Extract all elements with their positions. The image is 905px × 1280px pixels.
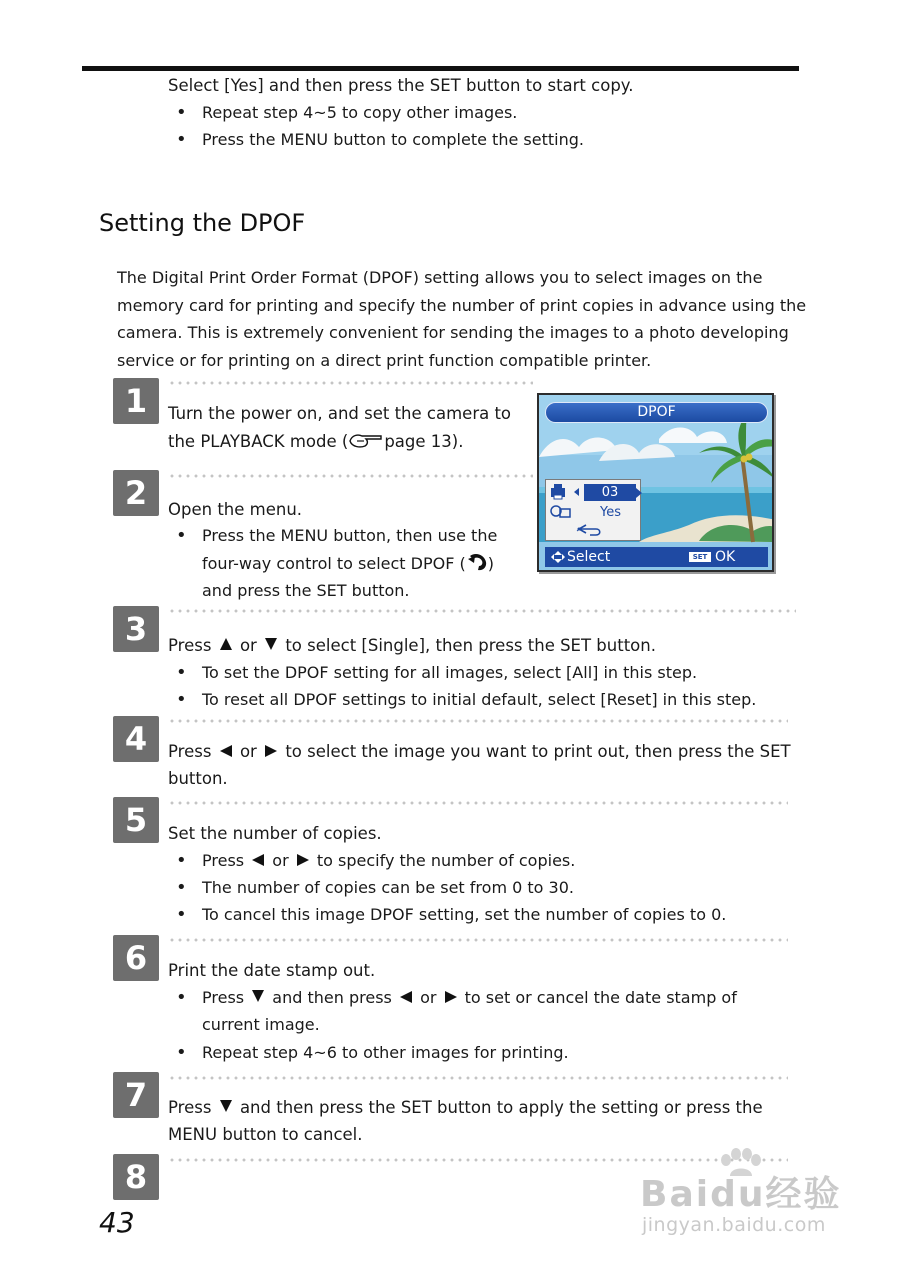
down-arrow-icon <box>265 638 277 650</box>
step-4-divider <box>168 719 788 723</box>
dpof-menu-icon <box>466 552 488 572</box>
step-2-bullet-1-line-3: and press the SET button. <box>202 581 410 600</box>
step-6-bullet-1 <box>202 984 737 1011</box>
step-6-rest: to set or cancel the date stamp of <box>464 988 737 1007</box>
up-arrow-icon <box>220 638 232 650</box>
left-arrow-icon <box>400 991 412 1003</box>
step-3-bullet-1: • To set the DPOF setting for all images, select [All] in this step. <box>202 659 697 686</box>
step-7-divider <box>168 1076 788 1080</box>
intro-line-3: camera. This is extremely convenient for sending the images to a photo developing <box>117 323 789 342</box>
step-1-line-2a: the PLAYBACK mode ( <box>168 432 349 451</box>
step-6-badge: 6 <box>113 935 159 981</box>
step-7-badge: 7 <box>113 1072 159 1118</box>
up-down-arrows-icon <box>551 551 565 563</box>
down-arrow-icon <box>252 990 264 1002</box>
intro-line-2: memory card for printing and specify the number of print copies in advance using the <box>117 295 807 315</box>
step-5-bullet-1 <box>202 847 575 874</box>
step-2-divider <box>168 474 533 478</box>
section-title: Setting the DPOF <box>99 209 306 237</box>
right-arrow-icon <box>445 991 457 1003</box>
step-4-badge: 4 <box>113 716 159 762</box>
step-6-lead: Print the date stamp out. <box>168 961 376 980</box>
step-1-divider <box>168 381 533 385</box>
return-icon <box>576 521 604 537</box>
step-4-line-1 <box>168 738 791 765</box>
step-6-press: Press <box>202 988 245 1007</box>
page-reference-icon <box>348 431 384 449</box>
step-2-b1-l2b: ) <box>487 554 494 573</box>
step-1-badge: 1 <box>113 378 159 424</box>
step-3-or: or <box>239 636 257 655</box>
step-4-press: Press <box>168 742 212 761</box>
copies-value: 03 <box>584 484 636 501</box>
step-5-press: Press <box>202 851 245 870</box>
copies-right-arrow-icon <box>636 488 642 498</box>
step-2-bullet-1-line-2 <box>202 550 494 577</box>
select-hint: Select <box>567 549 611 565</box>
step-7-press: Press <box>168 1098 212 1117</box>
step-1-line-1: Turn the power on, and set the camera to <box>168 404 512 423</box>
ok-hint: OK <box>715 549 736 565</box>
continuation-lead: Select [Yes] and then press the SET button to start copy. <box>168 76 634 95</box>
set-key-label: SET <box>689 552 711 562</box>
step-7-line-1 <box>168 1094 763 1121</box>
watermark-url: jingyan.baidu.com <box>642 1214 826 1236</box>
continuation-bullet-2: • Press the MENU button to complete the setting. <box>202 126 584 153</box>
continuation-bullet-1: • Repeat step 4~5 to copy other images. <box>202 99 517 126</box>
step-8-badge: 8 <box>113 1154 159 1200</box>
step-2-badge: 2 <box>113 470 159 516</box>
step-1-line-2b: page 13). <box>384 432 464 451</box>
down-arrow-icon <box>220 1100 232 1112</box>
intro-line-4: service or for printing on a direct print function compatible printer. <box>117 350 652 370</box>
intro-line-1: The Digital Print Order Format (DPOF) setting allows you to select images on the <box>117 268 763 287</box>
watermark-brand: Baidu经验 <box>640 1174 842 1215</box>
step-7-line-2: MENU button to cancel. <box>168 1125 363 1144</box>
step-7-rest: and then press the SET button to apply the setting or press the <box>239 1098 763 1117</box>
screen-title-bar: DPOF <box>545 402 768 423</box>
left-arrow-icon <box>252 854 264 866</box>
intro-paragraph <box>117 264 807 374</box>
camera-dpof-screen <box>537 393 774 572</box>
left-arrow-icon <box>220 745 232 757</box>
date-stamp-value: Yes <box>600 505 621 520</box>
step-3-rest: to select [Single], then press the SET button. <box>285 636 656 655</box>
step-6-or: or <box>420 988 437 1007</box>
step-3-divider <box>168 609 796 613</box>
step-5-bullet-2: • The number of copies can be set from 0 to 30. <box>202 874 574 901</box>
step-5-rest: to specify the number of copies. <box>316 851 576 870</box>
right-arrow-icon <box>265 745 277 757</box>
step-3-lead <box>168 632 656 659</box>
step-5-divider <box>168 801 788 805</box>
page-number: 43 <box>99 1206 135 1239</box>
step-1-line-2 <box>168 428 463 455</box>
step-2-lead: Open the menu. <box>168 500 303 519</box>
step-2-b1-l2a: four-way control to select DPOF ( <box>202 554 466 573</box>
step-3-bullet-2: • To reset all DPOF settings to initial default, select [Reset] in this step. <box>202 686 756 713</box>
step-2-bullet-1-line-1: • Press the MENU button, then use the <box>202 522 497 549</box>
step-4-or: or <box>239 742 257 761</box>
step-5-bullet-3: • To cancel this image DPOF setting, set the number of copies to 0. <box>202 901 726 928</box>
step-5-lead: Set the number of copies. <box>168 824 382 843</box>
step-4-line-2: button. <box>168 769 228 788</box>
step-5-or: or <box>272 851 289 870</box>
step-6-bullet-2: • Repeat step 4~6 to other images for printing. <box>202 1039 569 1066</box>
step-3-press: Press <box>168 636 212 655</box>
step-6-then-press: and then press <box>272 988 392 1007</box>
step-4-rest: to select the image you want to print out, then press the SET <box>285 742 791 761</box>
screen-bottom-bar <box>545 547 768 567</box>
right-arrow-icon <box>297 854 309 866</box>
step-3-badge: 3 <box>113 606 159 652</box>
top-rule <box>82 66 799 71</box>
step-6-divider <box>168 938 788 942</box>
baidu-watermark <box>640 1148 855 1248</box>
step-5-badge: 5 <box>113 797 159 843</box>
step-6-bullet-1-line-2: current image. <box>202 1015 320 1034</box>
dpof-settings-panel <box>545 479 641 541</box>
